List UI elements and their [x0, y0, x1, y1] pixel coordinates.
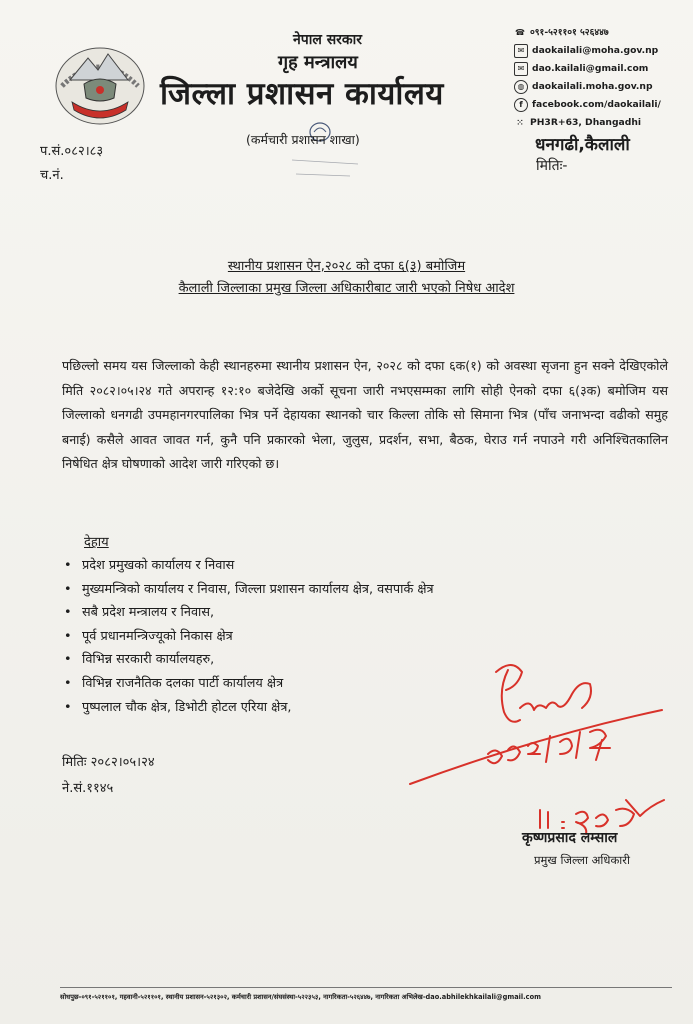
order-body: पछिल्लो समय यस जिल्लाको केही स्थानहरुमा स्थानीय प्रशासन ऐन, २०२८ को दफा ६क(१) को अवस्था सृजना हुन सक्ने देखिएकोले मिति २०८२।०५।२४ गते अपरान्ह १२:१० बजेदेखि अर्को सूचना जारी नभएसम्मका लागि सोही ऐनको दफा ६(३क) बमोजिम यस जिल्लाको धनगढी उपमहानगरपालिका भित्र पर्ने देहायका स्थानको चार किल्ला तोकि सो सिमाना भित्र (पाँच जनाभन्दा वढीको समुह बनाई) कसैले आवत जावत गर्न, कुनै पनि प्रकारको भेला, जुलुस, प्रदर्शन, सभा, बैठक, घेराउ गर्न नपाउने गरी अनिश्चितकालिन निषेधित क्षेत्र घोषणाको आदेश जारी गरिएको छ। — [62, 358, 668, 471]
list-item: • पुष्पलाल चौक क्षेत्र, डिभोटी होटल एरिया क्षेत्र, — [64, 696, 434, 720]
office-city: धनगढी,कैलाली — [535, 135, 630, 155]
subject-block — [0, 256, 693, 300]
location-dots-icon: ⁙ — [516, 118, 524, 127]
list-item: • विभिन्न सरकारी कार्यालयहरु, — [64, 648, 434, 672]
letter-number: प.सं.०८२।८३ — [40, 144, 104, 159]
places-list — [64, 554, 434, 719]
issue-date: मितिः २०८२।०५।२४ — [62, 755, 155, 770]
dispatch-number: च.नं. — [40, 168, 64, 183]
officer-title: प्रमुख जिल्ला अधिकारी — [534, 853, 630, 867]
contact-facebook[interactable]: f facebook.com/daokailali/ — [514, 96, 692, 114]
contact-website[interactable]: ◍ daokailali.moha.gov.np — [514, 78, 692, 96]
contact-email-1[interactable]: ✉ daokailali@moha.gov.np — [514, 42, 692, 60]
ministry-name: गृह मन्त्रालय — [278, 52, 358, 73]
subject-line-1: स्थानीय प्रशासन ऐन,२०२८ को दफा ६(३) बमोजिम — [227, 259, 466, 274]
phone-fax-icon: ☎ — [515, 28, 525, 37]
section-name: (कर्मचारी प्रशासन शाखा) — [246, 132, 360, 147]
reference-block — [40, 140, 103, 188]
header-date-label: मितिः- — [536, 158, 568, 174]
mail-icon: ✉ — [514, 44, 528, 58]
list-item: • पूर्व प्रधानमन्त्रिज्यूको निकास क्षेत्र — [64, 625, 434, 649]
contact-phone: ☎ ०९१-५२११०१ ५२६४४७ — [515, 27, 609, 38]
footer-contacts: सोधपुछ-०९१-५२११०१, गहवानी-५२११०१, स्थानीय प्रशासन-५२१३०२, कर्मचारी प्रशासन/संघसंस्था-५२२३५३, नागरिकता-५२६४४७, नागरिकता अभिलेख-dao.abhilekhkailali@gmail.com — [60, 993, 541, 1001]
issue-date-block — [62, 750, 155, 802]
globe-icon: ◍ — [514, 80, 528, 94]
office-name: जिल्ला प्रशासन कार्यालय — [160, 76, 444, 112]
contact-location: ⁙ PH3R+63, Dhangadhi — [514, 114, 692, 132]
contact-email-2[interactable]: ✉ dao.kailali@gmail.com — [514, 60, 692, 78]
subject-line-2: कैलाली जिल्लाका प्रमुख जिल्ला अधिकारीबाट जारी भएको निषेध आदेश — [178, 281, 515, 296]
list-item: • सबै प्रदेश मन्त्रालय र निवास, — [64, 601, 434, 625]
mail-icon: ✉ — [514, 62, 528, 76]
list-item: • विभिन्न राजनैतिक दलका पार्टी कार्यालय क्षेत्र — [64, 672, 434, 696]
footer-divider — [60, 987, 672, 988]
list-item: • प्रदेश प्रमुखको कार्यालय र निवास — [64, 554, 434, 578]
list-item: • मुख्यमन्त्रिको कार्यालय र निवास, जिल्ला प्रशासन कार्यालय क्षेत्र, वसपार्क क्षेत्र — [64, 578, 434, 602]
contact-block — [514, 24, 692, 132]
nepal-samvat-date: ने.सं.११४५ — [62, 781, 114, 796]
facebook-icon: f — [514, 98, 528, 112]
places-heading: देहाय — [84, 535, 109, 550]
nepal-emblem-logo — [52, 40, 148, 128]
office-seal-stamp — [262, 118, 402, 190]
officer-name: कृष्णप्रसाद लम्साल — [522, 830, 618, 846]
government-name: नेपाल सरकार — [293, 32, 363, 48]
